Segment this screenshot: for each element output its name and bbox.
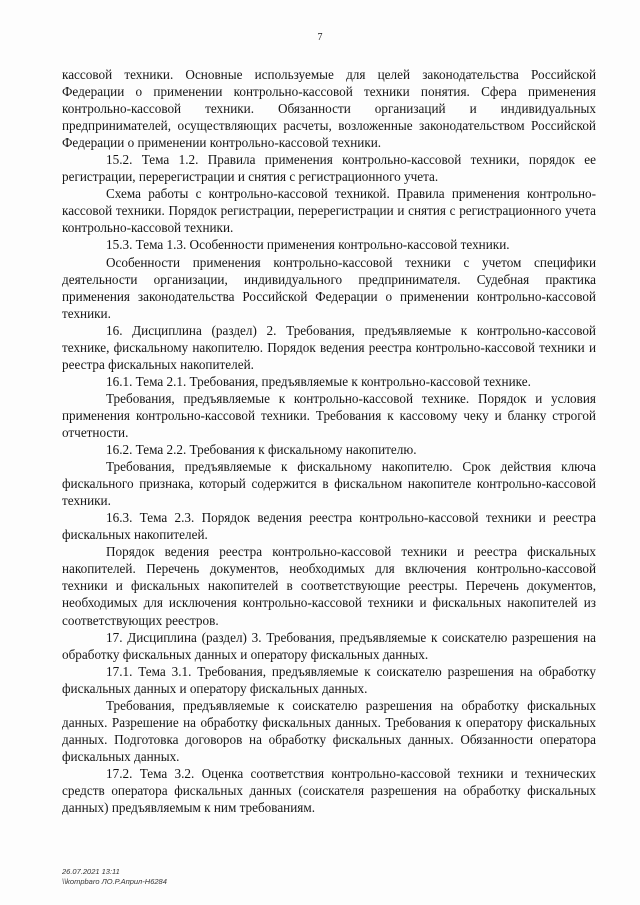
topic-3-2-heading: 17.2. Тема 3.2. Оценка соответствия контрольно-кассовой техники и технических средств оператора фискальных данных (соискателя разрешения на обработку фискальных данных) предъявляемым к ним требованиям. [62, 765, 596, 816]
paragraph-continuation: кассовой техники. Основные используемые для целей законодательства Российской Федерации о применении контрольно-кассовой техники понятия. Сфера применения контрольно-кассовой техники. Обязанности организаций и индивидуальных предпринимателей, осуществляющих расчеты, возложенные законодательством Российской Федерации о применении контрольно-кассовой техники. [62, 67, 596, 151]
topic-2-2-heading: 16.2. Тема 2.2. Требования к фискальному накопителю. [106, 442, 417, 458]
topic-1-3-heading: 15.3. Тема 1.3. Особенности применения контрольно-кассовой техники. [106, 237, 510, 253]
topic-2-3-heading: 16.3. Тема 2.3. Порядок ведения реестра контрольно-кассовой техники и реестра фискальных накопителей. [62, 510, 596, 543]
topic-2-2-content: Требования, предъявляемые к фискальному накопителю. Срок действия ключа фискального признака, который содержится в фискальном накопителе контрольно-кассовой техники. [62, 459, 596, 509]
document-body [62, 66, 596, 816]
topic-1-2-content: Схема работы с контрольно-кассовой техникой. Правила применения контрольно-кассовой техники. Порядок регистрации, перерегистрации и снятия с регистрационного учета контрольно-кассовой техники. [62, 186, 596, 236]
topic-3-1-content: Требования, предъявляемые к соискателю разрешения на обработку фискальных данных. Разрешение на обработку фискальных данных. Требования к оператору фискальных данных. Подготовка договоров на обработку фискальных данных. Обязанности оператора фискальных данных. [62, 697, 596, 764]
topic-3-1-heading: 17.1. Тема 3.1. Требования, предъявляемые к соискателю разрешения на обработку фискальных данных и оператору фискальных данных. [62, 663, 596, 696]
discipline-3-heading: 17. Дисциплина (раздел) 3. Требования, предъявляемые к соискателю разрешения на обработку фискальных данных и оператору фискальных данных. [62, 629, 596, 662]
topic-2-3-content: Порядок ведения реестра контрольно-кассовой техники и реестра фискальных накопителей. Перечень документов, необходимых для включения контрольно-кассовой техники и фискальных накопителей в соответствующие реестры. Перечень документов, необходимых для исключения контрольно-кассовой техники и фискальных накопителей из соответствующих реестров. [62, 544, 596, 628]
footer-stamp: \\kompbaro ЛО.Р.Април-Н6284 [62, 877, 167, 886]
document-footer [62, 867, 167, 887]
topic-1-3-content: Особенности применения контрольно-кассовой техники с учетом специфики деятельности организации, индивидуального предпринимателя. Судебная практика применения законодательства Российской Федерации о применении контрольно-кассовой техники. [62, 254, 596, 321]
topic-2-1-content: Требования, предъявляемые к контрольно-кассовой технике. Порядок и условия применения контрольно-кассовой техники. Требования к кассовому чеку и бланку строгой отчетности. [62, 390, 596, 440]
footer-timestamp: 26.07.2021 13:11 [62, 867, 120, 876]
topic-1-2-heading: 15.2. Тема 1.2. Правила применения контрольно-кассовой техники, порядок ее регистрации, перерегистрации и снятия с регистрационного учета. [62, 152, 596, 185]
topic-2-1-heading: 16.1. Тема 2.1. Требования, предъявляемые к контрольно-кассовой технике. [106, 373, 531, 389]
discipline-2-heading: 16. Дисциплина (раздел) 2. Требования, предъявляемые к контрольно-кассовой технике, фискальному накопителю. Порядок ведения реестра контрольно-кассовой техники и реестра фискальных накопителей. [62, 322, 596, 372]
page-number: 7 [317, 32, 323, 43]
